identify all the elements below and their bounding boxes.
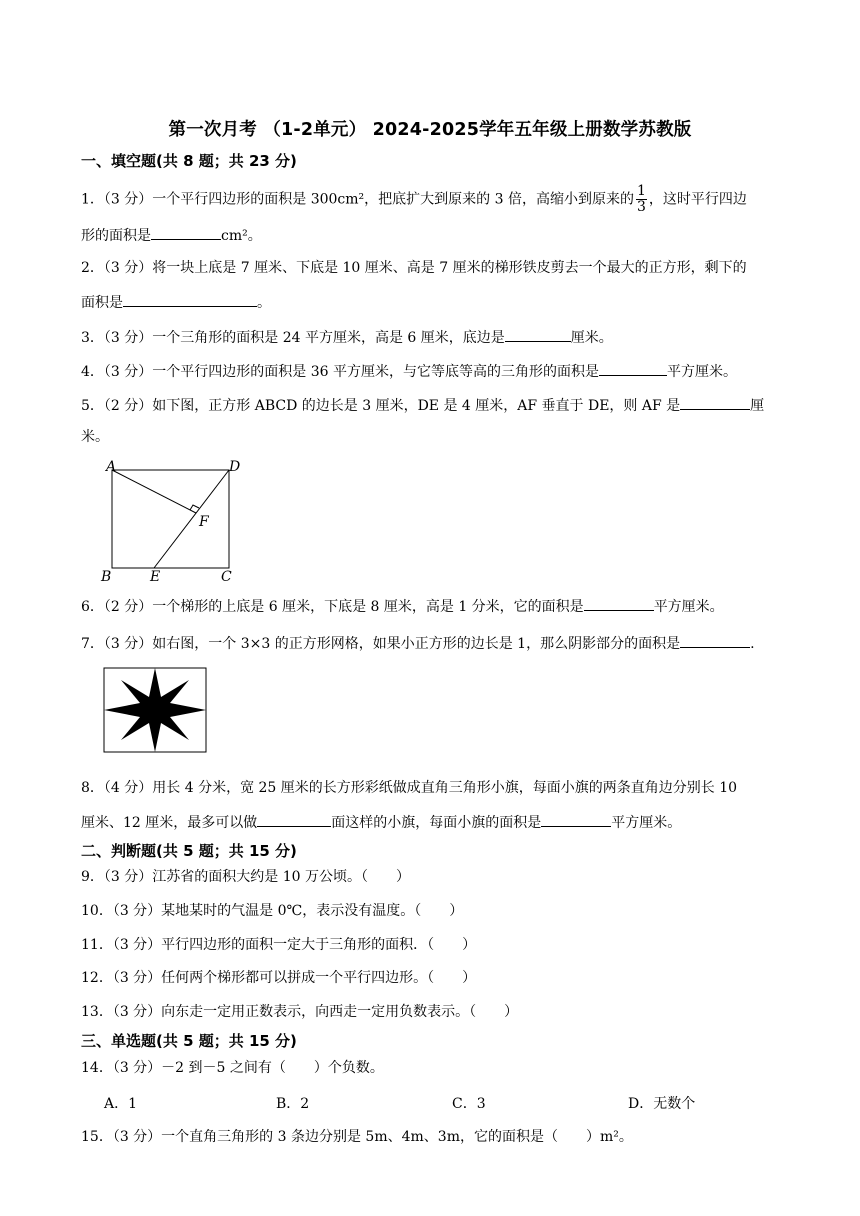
question-1-cont [81, 224, 811, 246]
question-3 [81, 326, 811, 348]
q8-text-2: 厘米、12 厘米，最多可以做 [81, 815, 258, 831]
label-d: D [229, 459, 241, 475]
label-e: E [150, 569, 161, 585]
answer-blank[interactable] [123, 291, 257, 307]
q6-text: 6．（2 分）一个梯形的上底是 6 厘米，下底是 8 厘米，高是 1 分米，它的面积是 [81, 599, 584, 615]
section-heading-judge: 二、判断题(共 5 题；共 15 分) [81, 842, 297, 860]
option-b[interactable]: B．2 [276, 1096, 310, 1112]
q2-text-2: 面积是 [81, 295, 123, 311]
answer-blank[interactable] [584, 595, 654, 611]
square-abcd [112, 470, 229, 568]
q2-text: 2．（3 分）将一块上底是 7 厘米、下底是 10 厘米、高是 7 厘米的梯形铁皮剪去一个最大的正方形，剩下的 [81, 260, 747, 276]
question-5 [81, 394, 811, 416]
q8-text-3: 面这样的小旗，每面小旗的面积是 [331, 815, 542, 831]
answer-blank[interactable] [541, 811, 611, 827]
answer-blank[interactable] [257, 811, 331, 827]
question-1 [81, 184, 811, 215]
option-c[interactable]: C．3 [452, 1096, 486, 1112]
question-5-cont [81, 427, 811, 447]
question-9: 9．（3 分）江苏省的面积大约是 10 万公顷。（ ） [81, 869, 410, 885]
fraction-one-third [636, 184, 647, 215]
label-b: B [101, 569, 112, 585]
answer-blank[interactable] [680, 632, 750, 648]
square-abcd-figure [98, 458, 250, 586]
q1-text-2: 形的面积是 [81, 228, 151, 244]
question-8 [81, 778, 811, 798]
option-d[interactable]: D．无数个 [628, 1096, 696, 1112]
q4-unit: 平方厘米。 [666, 364, 737, 380]
question-2-cont [81, 291, 811, 313]
answer-blank[interactable] [680, 394, 750, 410]
question-2 [81, 258, 811, 278]
q8-unit: 平方厘米。 [611, 815, 682, 831]
question-11: 11．（3 分）平行四边形的面积一定大于三角形的面积．（ ） [81, 937, 477, 953]
label-a: A [106, 459, 117, 475]
fraction-denominator: 3 [636, 199, 646, 215]
q5-unit: 厘 [750, 398, 765, 414]
section-heading-fill: 一、填空题(共 8 题；共 23 分) [81, 152, 297, 170]
segment-af [112, 470, 196, 513]
question-13: 13．（3 分）向东走一定用正数表示，向西走一定用负数表示。（ ） [81, 1004, 519, 1020]
answer-blank[interactable] [505, 326, 571, 342]
q8-text: 8．（4 分）用长 4 分米，宽 25 厘米的长方形彩纸做成直角三角形小旗，每面小旗的两条直角边分别长 10 [81, 780, 738, 796]
label-c: C [221, 569, 232, 585]
q4-text: 4．（3 分）一个平行四边形的面积是 36 平方厘米，与它等底等高的三角形的面积是 [81, 364, 599, 380]
question-12: 12．（3 分）任何两个梯形都可以拼成一个平行四边形。（ ） [81, 970, 477, 986]
question-8-cont [81, 811, 811, 833]
q2-text-end: 。 [257, 295, 271, 311]
question-4 [81, 360, 811, 382]
section-heading-choice: 三、单选题(共 5 题；共 15 分) [81, 1032, 297, 1050]
question-14: 14．（3 分）－2 到－5 之间有（ ）个负数。 [81, 1060, 384, 1076]
q7-text: 7．（3 分）如右图，一个 3×3 的正方形网格，如果小正方形的边长是 1，那么阴影部分的面积是 [81, 636, 681, 652]
q5-text-2: 米。 [81, 429, 109, 445]
segment-de [154, 470, 229, 568]
question-10: 10．（3 分）某地某时的气温是 0℃，表示没有温度。（ ） [81, 903, 464, 919]
page-title: 第一次月考 （1-2单元） 2024-2025学年五年级上册数学苏教版 [168, 120, 692, 140]
question-6 [81, 595, 811, 617]
q1-text: 1．（3 分）一个平行四边形的面积是 300cm²，把底扩大到原来的 3 倍，高缩小到原来的 [81, 191, 634, 208]
q1-text-end: ，这时平行四边 [648, 191, 747, 208]
label-f: F [199, 514, 209, 530]
option-a[interactable]: A．1 [104, 1096, 138, 1112]
fraction-numerator: 1 [636, 183, 646, 199]
q6-unit: 平方厘米。 [653, 599, 724, 615]
question-7 [81, 632, 811, 654]
q7-text-end: . [750, 636, 755, 652]
right-angle-mark [190, 505, 199, 510]
q1-unit: cm²。 [221, 228, 262, 244]
star-grid-figure [103, 667, 208, 753]
q5-text: 5．（2 分）如下图，正方形 ABCD 的边长是 3 厘米，DE 是 4 厘米，AF 垂直于 DE，则 AF 是 [81, 398, 681, 414]
q3-unit: 厘米。 [570, 330, 613, 346]
answer-blank[interactable] [599, 360, 667, 376]
q3-text: 3．（3 分）一个三角形的面积是 24 平方厘米，高是 6 厘米，底边是 [81, 330, 505, 346]
question-15: 15．（3 分）一个直角三角形的 3 条边分别是 5m、4m、3m，它的面积是（ ）m²。 [81, 1129, 633, 1145]
answer-blank[interactable] [151, 224, 221, 240]
